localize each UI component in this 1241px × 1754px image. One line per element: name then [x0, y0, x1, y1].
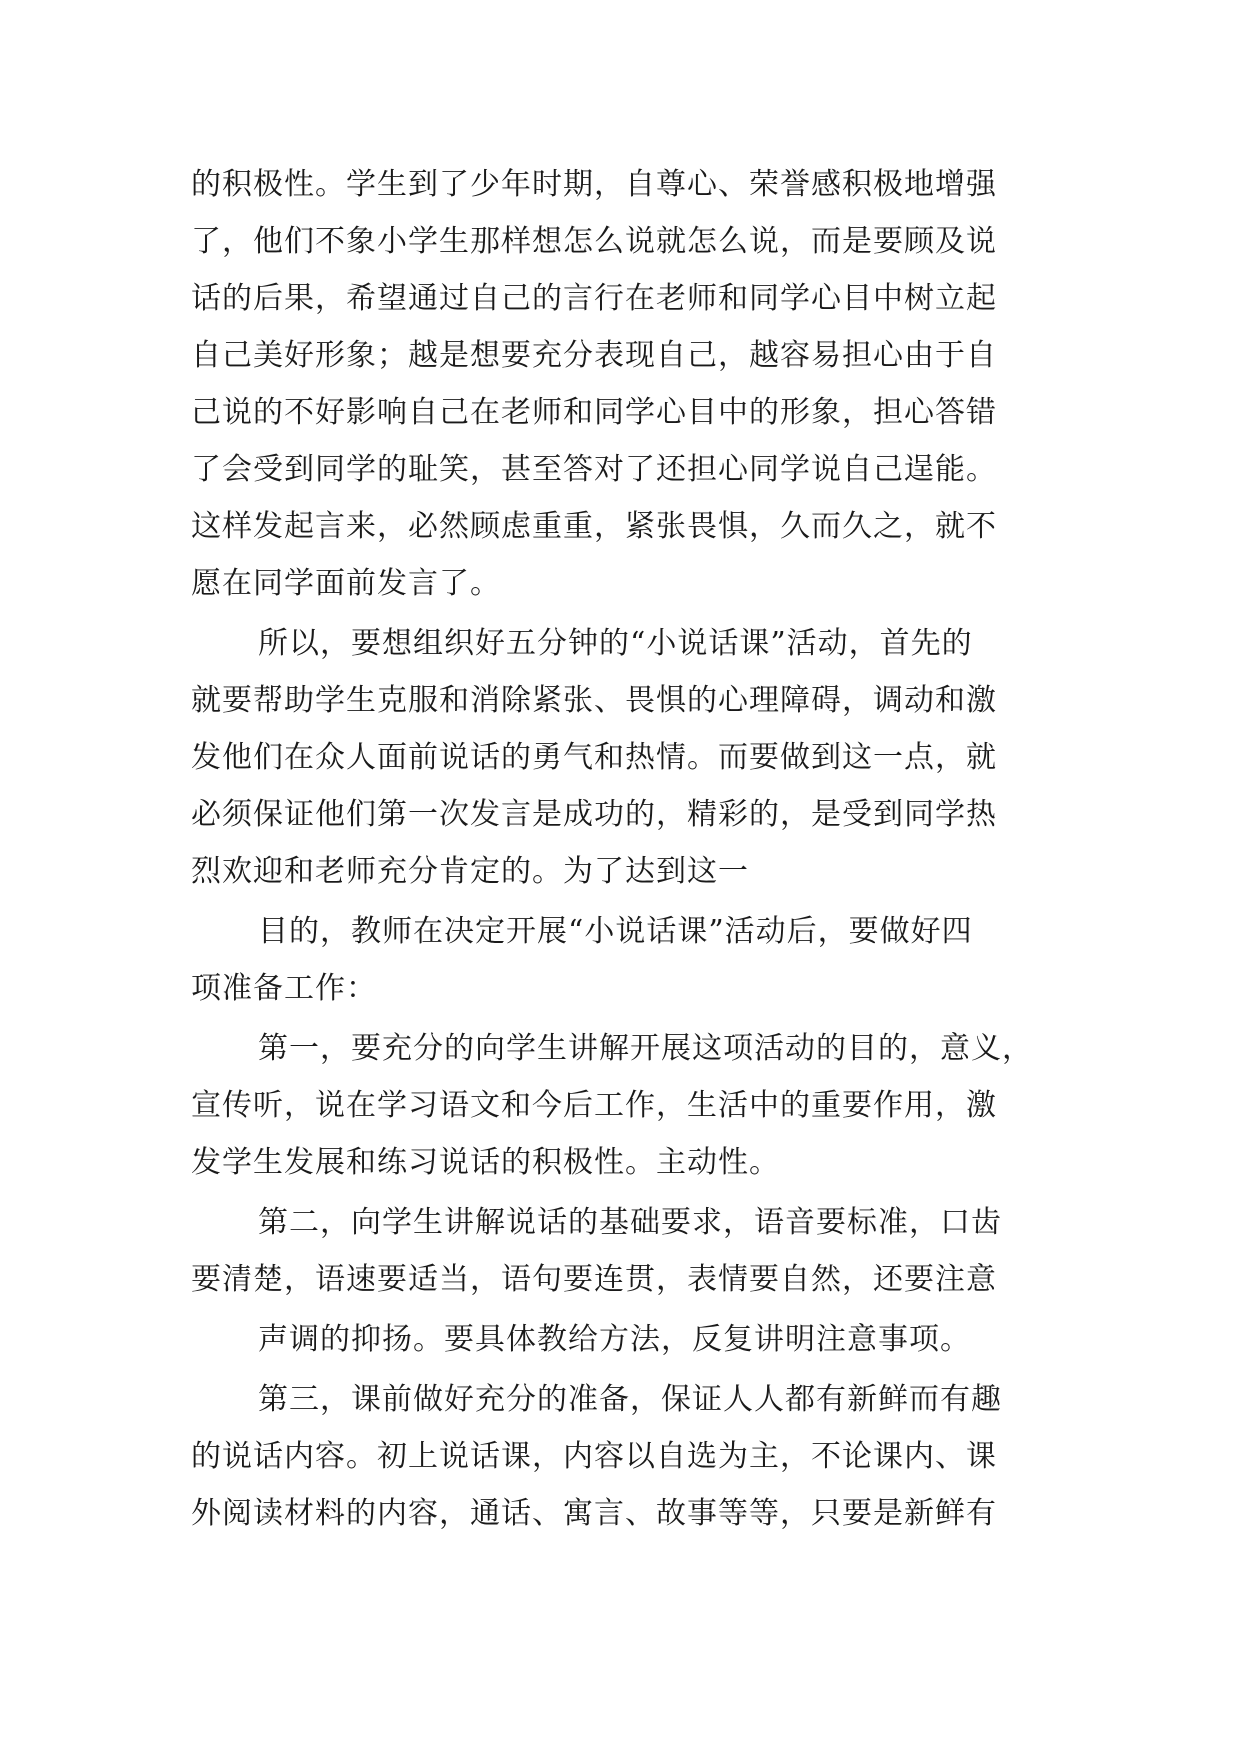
text-line: 自己美好形象；越是想要充分表现自己，越容易担心由于自 [191, 338, 997, 373]
text-line: 了，他们不象小学生那样想怎么说就怎么说，而是要顾及说 [191, 224, 997, 259]
text-line: 的积极性。学生到了少年时期，自尊心、荣誉感积极地增强 [191, 167, 997, 202]
paragraph-first-line: 第二，向学生讲解说话的基础要求，语音要标准，口齿 [258, 1205, 1002, 1240]
text-line: 就要帮助学生克服和消除紧张、畏惧的心理障碍，调动和激 [191, 683, 997, 718]
paragraph-first-line: 第一，要充分的向学生讲解开展这项活动的目的，意义， [258, 1031, 1033, 1066]
text-line: 发学生发展和练习说话的积极性。主动性。 [191, 1145, 780, 1180]
paragraph-first-line: 目的，教师在决定开展“小说话课”活动后，要做好四 [258, 914, 973, 949]
text-line: 发他们在众人面前说话的勇气和热情。而要做到这一点，就 [191, 740, 997, 775]
text-line: 话的后果，希望通过自己的言行在老师和同学心目中树立起 [191, 281, 997, 316]
text-line: 的说话内容。初上说话课，内容以自选为主，不论课内、课 [191, 1439, 997, 1474]
text-line: 宣传听，说在学习语文和今后工作，生活中的重要作用，激 [191, 1088, 997, 1123]
text-line: 烈欢迎和老师充分肯定的。为了达到这一 [191, 854, 749, 889]
text-line: 外阅读材料的内容，通话、寓言、故事等等，只要是新鲜有 [191, 1496, 997, 1531]
text-line: 己说的不好影响自己在老师和同学心目中的形象，担心答错 [191, 395, 997, 430]
text-line: 这样发起言来，必然顾虑重重，紧张畏惧，久而久之，就不 [191, 509, 997, 544]
text-line: 要清楚，语速要适当，语句要连贯，表情要自然，还要注意 [191, 1262, 997, 1297]
text-line: 项准备工作： [191, 971, 377, 1006]
text-line: 必须保证他们第一次发言是成功的，精彩的，是受到同学热 [191, 797, 997, 832]
paragraph-first-line: 声调的抑扬。要具体教给方法，反复讲明注意事项。 [258, 1322, 971, 1357]
text-line: 了会受到同学的耻笑，甚至答对了还担心同学说自己逞能。 [191, 452, 997, 487]
paragraph-first-line: 第三，课前做好充分的准备，保证人人都有新鲜而有趣 [258, 1382, 1002, 1417]
paragraph-first-line: 所以，要想组织好五分钟的“小说话课”活动，首先的 [258, 626, 973, 661]
text-line: 愿在同学面前发言了。 [191, 566, 501, 601]
